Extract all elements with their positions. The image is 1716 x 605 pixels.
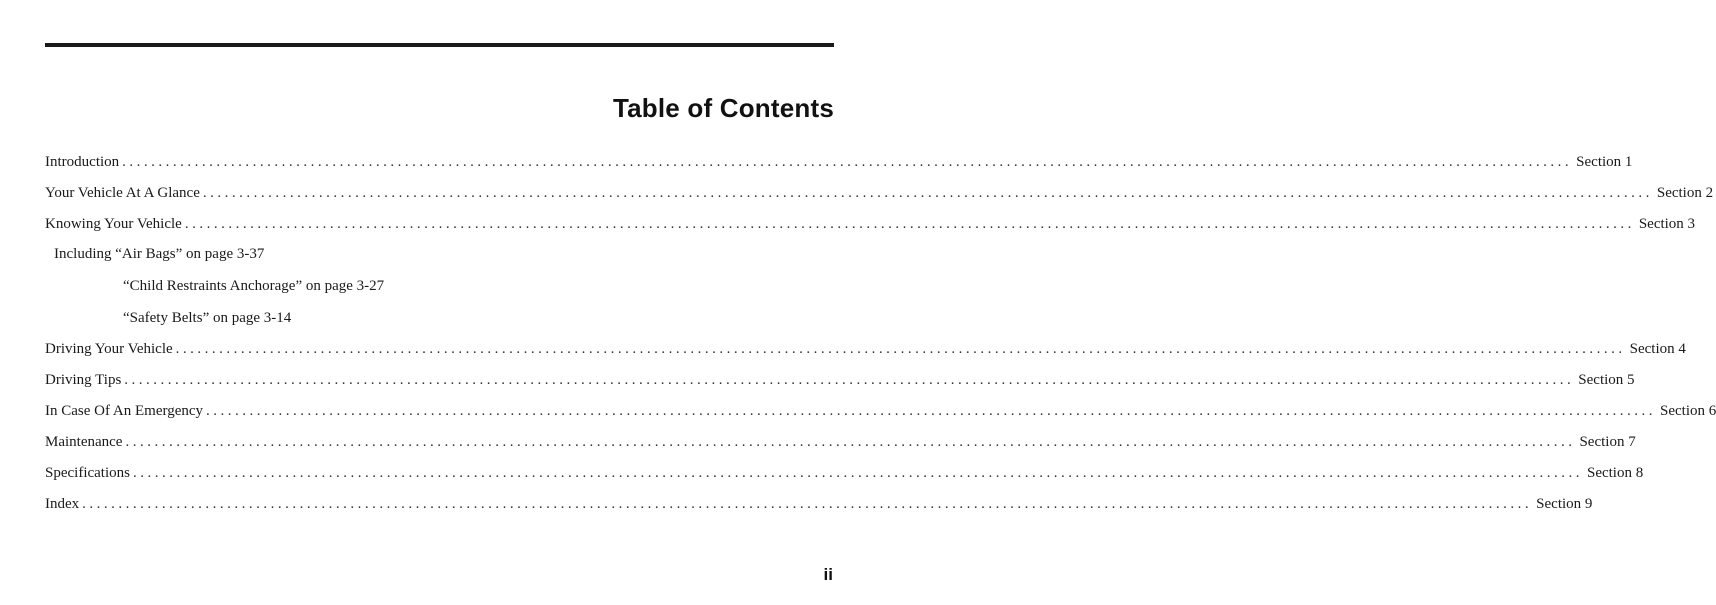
dot-leader: ........................................................................................................................................................................................................ — [175, 341, 1626, 357]
toc-entry-section: Section 1 — [1576, 154, 1633, 170]
dot-leader: ........................................................................................................................................................................................................ — [122, 154, 1573, 170]
toc-entry-maintenance[interactable] — [45, 430, 1636, 454]
toc-entry-driving-your-vehicle[interactable] — [45, 337, 1686, 361]
page-title: Table of Contents — [612, 93, 834, 123]
toc-entry-label: Driving Your Vehicle — [45, 337, 176, 361]
toc-entry-section: Section 8 — [1586, 465, 1644, 481]
toc-entry-specifications[interactable] — [45, 461, 1644, 485]
toc-entry-label: Your Vehicle At A Glance — [45, 181, 203, 205]
toc-entry-introduction[interactable] — [45, 150, 1633, 174]
dot-leader: ........................................................................................................................................................................................................ — [124, 372, 1575, 388]
toc-sub-entry-air-bags[interactable]: Including “Air Bags” on page 3-37 — [54, 246, 265, 262]
top-rule — [45, 43, 834, 47]
toc-entry-label: Index — [45, 492, 82, 516]
toc-sub-entry-child-restraints[interactable]: “Child Restraints Anchorage” on page 3-27 — [123, 278, 385, 294]
toc-entry-section: Section 7 — [1579, 434, 1636, 450]
toc-entry-label: Specifications — [45, 461, 133, 485]
dot-leader: ........................................................................................................................................................................................................ — [125, 434, 1576, 450]
toc-entry-section: Section 4 — [1629, 341, 1686, 357]
toc-entry-section: Section 9 — [1536, 496, 1593, 512]
page-number: ii — [823, 565, 833, 584]
toc-entry-knowing-your-vehicle[interactable] — [45, 212, 1696, 236]
toc-entry-label: In Case Of An Emergency — [45, 399, 206, 423]
toc-entry-driving-tips[interactable] — [45, 368, 1635, 392]
dot-leader: ........................................................................................................................................................................................................ — [202, 185, 1653, 201]
toc-entry-label: Knowing Your Vehicle — [45, 212, 185, 236]
toc-entry-vehicle-at-a-glance[interactable] — [45, 181, 1714, 205]
toc-sub-entry-safety-belts[interactable]: “Safety Belts” on page 3-14 — [123, 310, 292, 326]
dot-leader: ........................................................................................................................................................................................................ — [132, 465, 1583, 481]
dot-leader: ........................................................................................................................................................................................................ — [184, 216, 1635, 232]
toc-entry-section: Section 6 — [1660, 403, 1716, 419]
toc-entry-section: Section 3 — [1638, 216, 1696, 232]
toc-entry-index[interactable] — [45, 492, 1593, 516]
toc-entry-section: Section 2 — [1656, 185, 1714, 201]
toc-entry-label: Maintenance — [45, 430, 125, 454]
dot-leader: ........................................................................................................................................................................................................ — [206, 403, 1657, 419]
toc-entry-section: Section 5 — [1578, 372, 1635, 388]
toc-entry-emergency[interactable] — [45, 399, 1716, 423]
toc-entry-label: Introduction — [45, 150, 122, 174]
toc-entry-label: Driving Tips — [45, 368, 124, 392]
dot-leader: ........................................................................................................................................................................................................ — [82, 496, 1533, 512]
